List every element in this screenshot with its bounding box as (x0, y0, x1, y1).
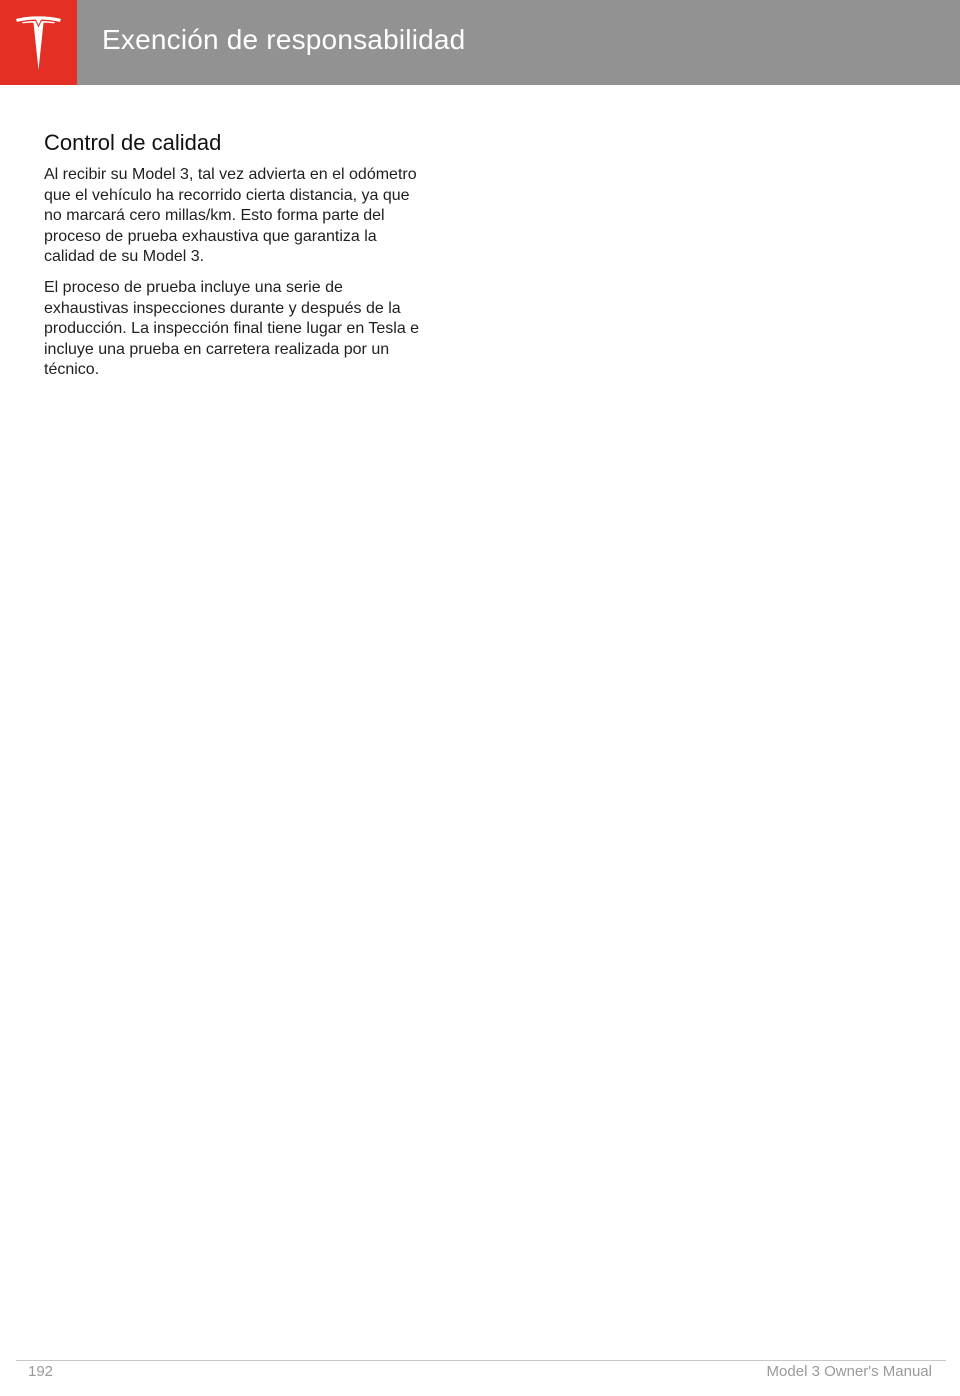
paragraph: Al recibir su Model 3, tal vez advierta en el odómetro que el vehículo ha recorrido cierta distancia, ya que no marcará cero millas/km. Esto forma parte del proceso de prueba exhaustiva que garantiza la calidad de su Model 3. (44, 166, 417, 266)
section-heading: Control de calidad (44, 130, 222, 155)
logo-badge (0, 0, 77, 85)
page-header (0, 0, 960, 85)
footer-manual-title: Model 3 Owner's Manual (766, 1363, 932, 1380)
footer-divider (16, 1360, 946, 1361)
paragraph: El proceso de prueba incluye una serie de exhaustivas inspecciones durante y después de la producción. La inspección final tiene lugar en Tesla e incluye una prueba en carretera realizada por un técnico. (44, 278, 420, 379)
content-column (44, 128, 429, 391)
page-title: Exención de responsabilidad (102, 24, 466, 55)
page-number: 192 (28, 1363, 54, 1380)
tesla-logo-icon (14, 15, 63, 71)
